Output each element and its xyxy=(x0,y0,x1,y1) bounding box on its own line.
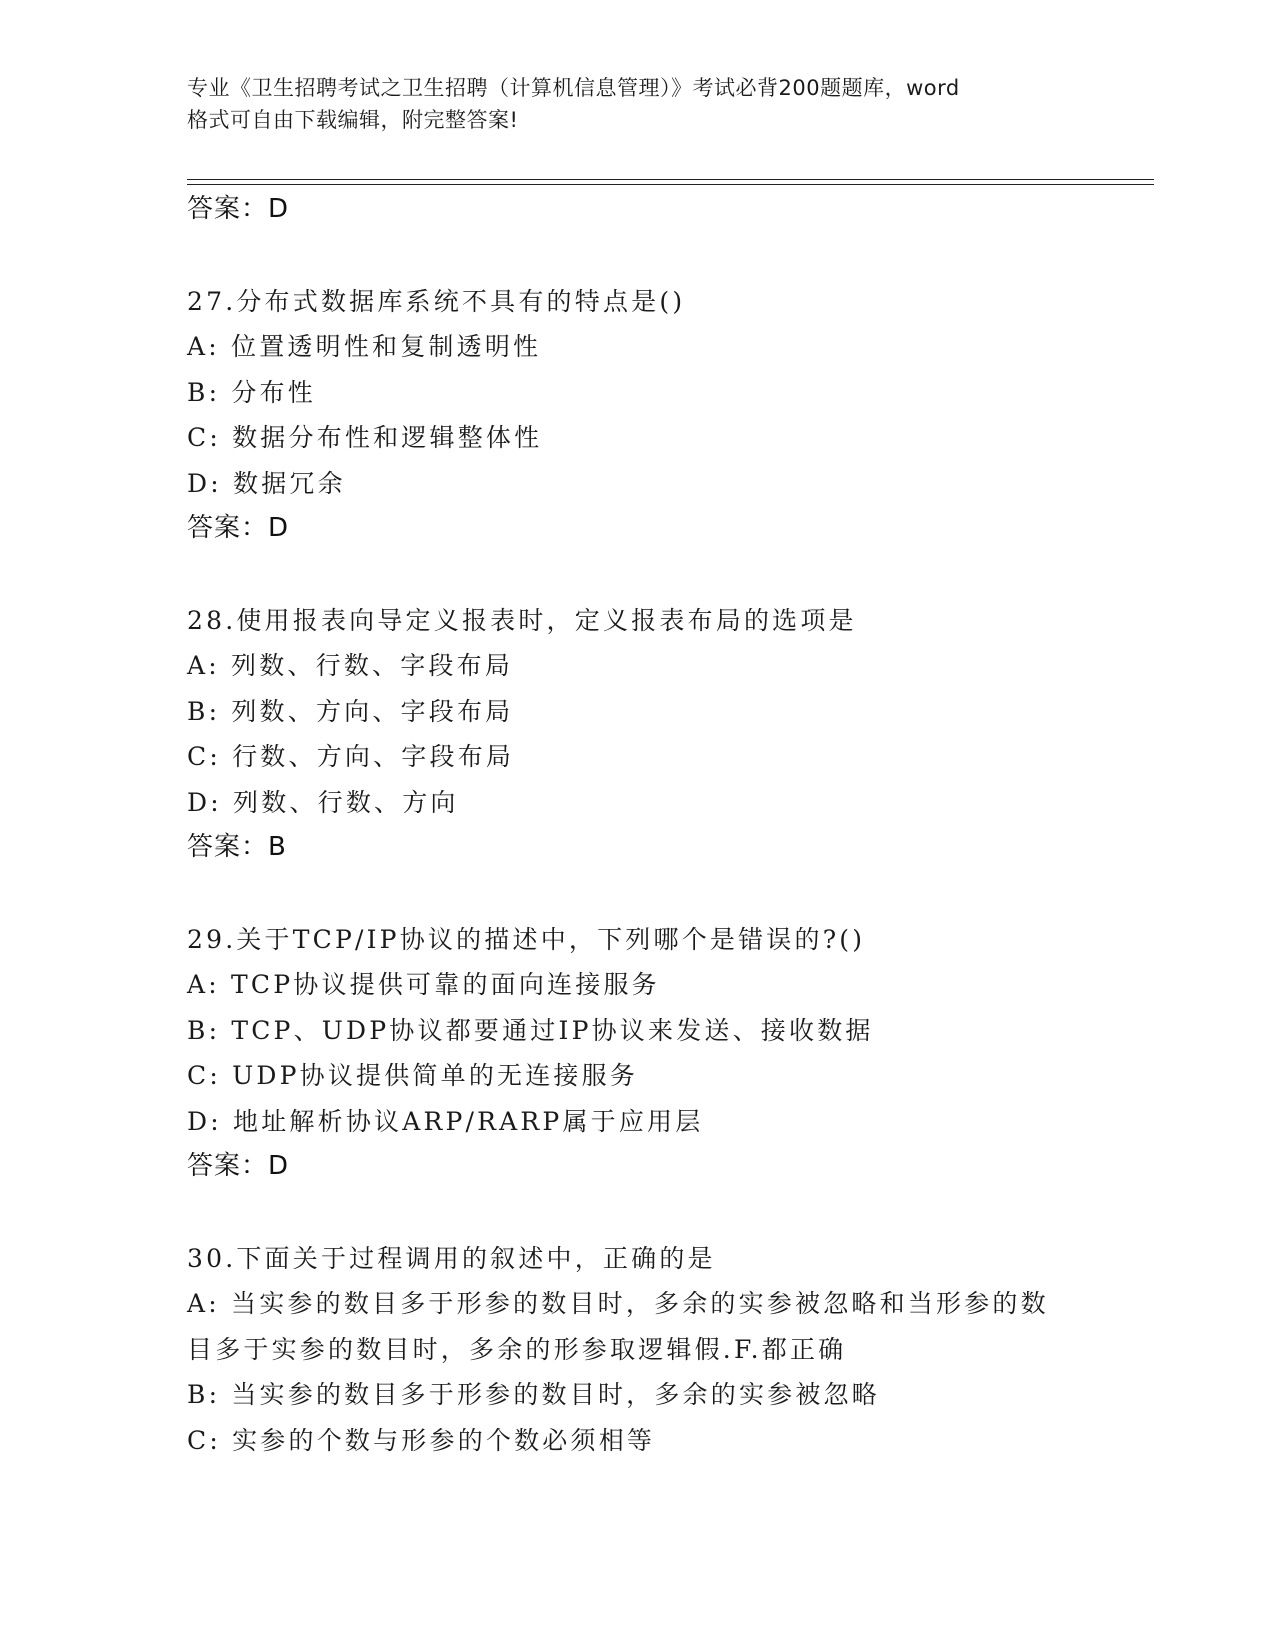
answer-line: 答案：D xyxy=(187,194,290,224)
option-a-continued: 目多于实参的数目时，多余的形参取逻辑假.F.都正确 xyxy=(187,1334,847,1364)
question-list xyxy=(187,187,1087,1463)
option-b: B: TCP、UDP协议都要通过IP协议来发送、接收数据 xyxy=(187,1015,874,1045)
header-divider-bottom xyxy=(187,184,1154,185)
spacer xyxy=(187,233,1087,279)
answer-line: 答案：D xyxy=(187,513,290,543)
question-27 xyxy=(187,279,1087,552)
question-stem: 29.关于TCP/IP协议的描述中，下列哪个是错误的?() xyxy=(187,924,866,954)
question-stem: 30.下面关于过程调用的叙述中，正确的是 xyxy=(187,1243,716,1273)
header-line-2: 格式可自由下载编辑，附完整答案! xyxy=(187,108,519,132)
option-d: D: 数据冗余 xyxy=(187,468,346,498)
spacer xyxy=(187,552,1087,598)
document-header xyxy=(187,72,1087,136)
option-a: A: TCP协议提供可靠的面向连接服务 xyxy=(187,970,660,999)
option-c: C: 数据分布性和逻辑整体性 xyxy=(187,423,543,452)
option-a: A: 列数、行数、字段布局 xyxy=(187,651,514,680)
question-30 xyxy=(187,1236,1087,1464)
option-a: A: 当实参的数目多于形参的数目时，多余的实参被忽略和当形参的数 xyxy=(187,1289,1049,1318)
option-b: B: 分布性 xyxy=(187,377,316,407)
question-stem: 28.使用报表向导定义报表时，定义报表布局的选项是 xyxy=(187,605,857,635)
question-stem: 27.分布式数据库系统不具有的特点是() xyxy=(187,286,686,316)
spacer xyxy=(187,1190,1087,1236)
option-a: A: 位置透明性和复制透明性 xyxy=(187,332,542,361)
option-c: C: UDP协议提供简单的无连接服务 xyxy=(187,1061,639,1090)
option-d: D: 地址解析协议ARP/RARP属于应用层 xyxy=(187,1106,704,1136)
option-b: B: 当实参的数目多于形参的数目时，多余的实参被忽略 xyxy=(187,1380,880,1409)
spacer xyxy=(187,871,1087,917)
header-line-1: 专业《卫生招聘考试之卫生招聘（计算机信息管理）》考试必背200题题库，word xyxy=(187,76,960,100)
option-c: C: 行数、方向、字段布局 xyxy=(187,742,515,771)
option-c: C: 实参的个数与形参的个数必须相等 xyxy=(187,1425,656,1455)
header-divider-top xyxy=(187,179,1154,180)
option-b: B: 列数、方向、字段布局 xyxy=(187,696,514,726)
question-28 xyxy=(187,598,1087,871)
answer-line: 答案：D xyxy=(187,1151,290,1181)
option-d: D: 列数、行数、方向 xyxy=(187,787,459,817)
question-29 xyxy=(187,917,1087,1190)
answer-line: 答案：B xyxy=(187,832,287,862)
